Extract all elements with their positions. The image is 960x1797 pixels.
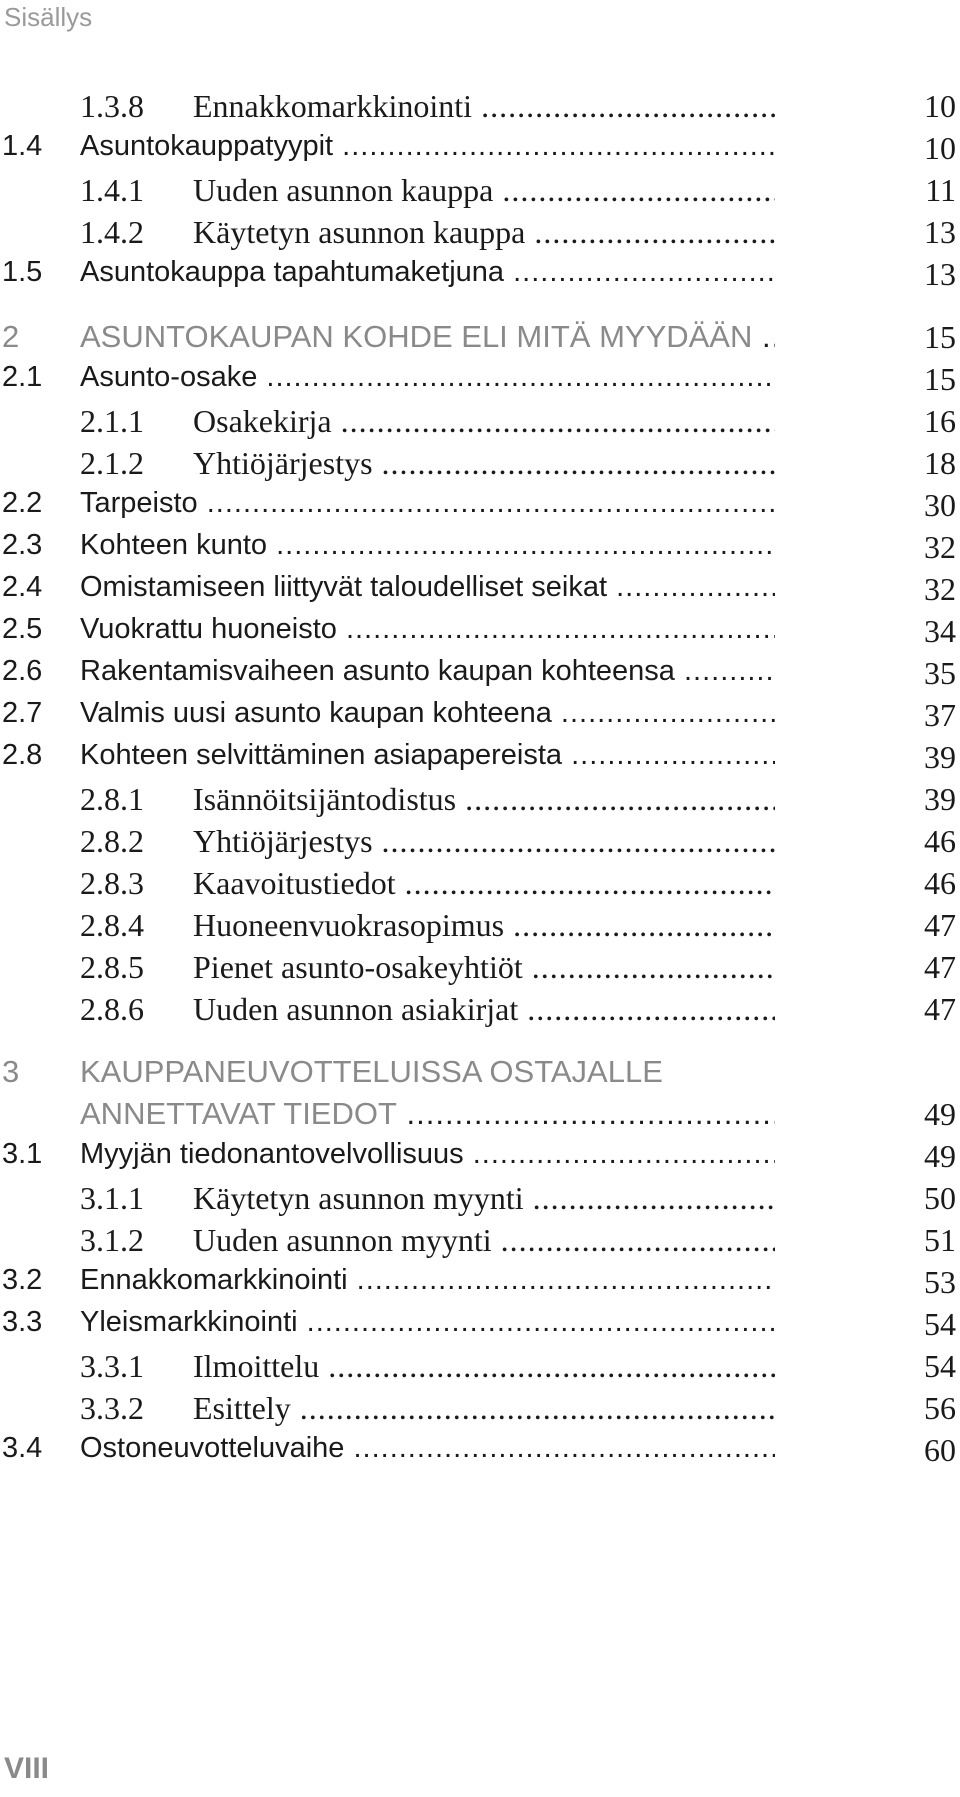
entry-page: 32	[924, 571, 956, 607]
entry-page: 32	[924, 529, 956, 565]
entry-title: Käytetyn asunnon myynti .....	[193, 1180, 775, 1217]
toc-entry[interactable]	[0, 445, 960, 487]
chapter-number: 3	[2, 1054, 20, 1089]
toc-entry[interactable]	[0, 571, 960, 613]
entry-page: 53	[924, 1264, 956, 1300]
toc-entry[interactable]	[0, 655, 960, 697]
entry-title: Valmis uusi asunto kaupan kohteena .....	[80, 697, 775, 730]
entry-page: 15	[924, 319, 956, 355]
chapter-title: ASUNTOKAUPAN KOHDE ELI MITÄ MYYDÄÄN .....	[80, 319, 775, 355]
entry-title: Uuden asunnon asiakirjat .....	[193, 991, 775, 1028]
toc-chapter[interactable]	[0, 1054, 960, 1138]
entry-number: 2.2	[2, 487, 43, 519]
toc-entry[interactable]	[0, 613, 960, 655]
entry-title: Huoneenvuokrasopimus .....	[193, 907, 775, 944]
entry-page: 39	[924, 739, 956, 775]
entry-number: 1.4.1	[80, 172, 144, 208]
entry-title: Pienet asunto-osakeyhtiöt .....	[193, 949, 775, 986]
entry-page: 54	[924, 1348, 956, 1384]
toc-entry[interactable]	[0, 88, 960, 130]
entry-number: 1.3.8	[80, 88, 144, 124]
entry-number: 3.4	[2, 1432, 43, 1464]
entry-title: Ennakkomarkkinointi .....	[80, 1264, 775, 1297]
entry-number: 1.4	[2, 130, 43, 162]
table-of-contents	[0, 88, 960, 1474]
entry-page: 11	[925, 172, 956, 208]
entry-number: 2.4	[2, 571, 43, 603]
toc-entry[interactable]	[0, 949, 960, 991]
entry-title: Ennakkomarkkinointi .....	[193, 88, 775, 125]
entry-number: 2.8.4	[80, 907, 144, 943]
toc-chapter[interactable]	[0, 319, 960, 361]
entry-number: 2.1	[2, 361, 43, 393]
toc-entry[interactable]	[0, 403, 960, 445]
entry-number: 2.5	[2, 613, 43, 645]
entry-number: 3.1	[2, 1138, 43, 1170]
entry-title: Yhtiöjärjestys .....	[193, 823, 775, 860]
entry-page: 10	[924, 88, 956, 124]
entry-number: 2.8.5	[80, 949, 144, 985]
toc-entry[interactable]	[0, 256, 960, 298]
entry-number: 3.3	[2, 1306, 43, 1338]
entry-title: Osakekirja .....	[193, 403, 775, 440]
entry-number: 2.3	[2, 529, 43, 561]
entry-page: 15	[924, 361, 956, 397]
entry-number: 3.3.1	[80, 1348, 144, 1384]
entry-page: 46	[924, 823, 956, 859]
entry-number: 2.8.1	[80, 781, 144, 817]
toc-entry[interactable]	[0, 1264, 960, 1306]
entry-title: Asunto-osake .....	[80, 361, 775, 394]
entry-title: Yleismarkkinointi .....	[80, 1306, 775, 1339]
entry-page: 39	[924, 781, 956, 817]
entry-title: Rakentamisvaiheen asunto kaupan kohteensa .....	[80, 655, 775, 688]
toc-entry[interactable]	[0, 1138, 960, 1180]
toc-entry[interactable]	[0, 1306, 960, 1348]
entry-page: 13	[924, 214, 956, 250]
toc-entry[interactable]	[0, 697, 960, 739]
entry-page: 47	[924, 949, 956, 985]
entry-page: 13	[924, 256, 956, 292]
entry-number: 3.3.2	[80, 1390, 144, 1426]
toc-entry[interactable]	[0, 361, 960, 403]
entry-number: 3.2	[2, 1264, 43, 1296]
toc-entry[interactable]	[0, 214, 960, 256]
toc-entry[interactable]	[0, 1222, 960, 1264]
spacer	[0, 1033, 960, 1054]
entry-page: 49	[924, 1138, 956, 1174]
entry-page: 51	[924, 1222, 956, 1258]
entry-number: 2.1.1	[80, 403, 144, 439]
entry-title: Ostoneuvotteluvaihe .....	[80, 1432, 775, 1465]
toc-entry[interactable]	[0, 1180, 960, 1222]
entry-title: Yhtiöjärjestys .....	[193, 445, 775, 482]
chapter-title-line2: ANNETTAVAT TIEDOT .....	[80, 1096, 775, 1132]
entry-title: Asuntokauppatyypit .....	[80, 130, 775, 163]
entry-number: 3.1.2	[80, 1222, 144, 1258]
entry-number: 2.8.2	[80, 823, 144, 859]
entry-page: 47	[924, 907, 956, 943]
entry-title: Tarpeisto .....	[80, 487, 775, 520]
chapter-number: 2	[2, 319, 20, 354]
entry-page: 37	[924, 697, 956, 733]
toc-entry[interactable]	[0, 781, 960, 823]
entry-number: 1.4.2	[80, 214, 144, 250]
entry-number: 2.8	[2, 739, 43, 771]
spacer	[0, 298, 960, 319]
entry-title: Käytetyn asunnon kauppa .....	[193, 214, 775, 251]
entry-page: 56	[924, 1390, 956, 1426]
entry-title: Kohteen kunto .....	[80, 529, 775, 562]
entry-title: Esittely .....	[193, 1390, 775, 1427]
entry-page: 50	[924, 1180, 956, 1216]
toc-entry[interactable]	[0, 529, 960, 571]
entry-page: 54	[924, 1306, 956, 1342]
entry-title: Uuden asunnon myynti .....	[193, 1222, 775, 1259]
toc-entry[interactable]	[0, 1390, 960, 1432]
toc-entry[interactable]	[0, 739, 960, 781]
entry-number: 3.1.1	[80, 1180, 144, 1216]
toc-entry[interactable]	[0, 865, 960, 907]
entry-title: Asuntokauppa tapahtumaketjuna .....	[80, 256, 775, 289]
entry-page: 18	[924, 445, 956, 481]
entry-title: Vuokrattu huoneisto .....	[80, 613, 775, 646]
entry-page: 30	[924, 487, 956, 523]
entry-title: Kaavoitustiedot .....	[193, 865, 775, 902]
entry-number: 2.8.3	[80, 865, 144, 901]
page-number: VIII	[4, 1752, 50, 1785]
entry-page: 60	[924, 1432, 956, 1468]
entry-page: 47	[924, 991, 956, 1027]
toc-entry[interactable]	[0, 172, 960, 214]
entry-title: Isännöitsijäntodistus .....	[193, 781, 775, 818]
toc-entry[interactable]	[0, 130, 960, 172]
entry-page: 35	[924, 655, 956, 691]
entry-title: Uuden asunnon kauppa .....	[193, 172, 775, 209]
entry-title: Myyjän tiedonantovelvollisuus .....	[80, 1138, 775, 1171]
entry-number: 1.5	[2, 256, 43, 288]
toc-entry[interactable]	[0, 823, 960, 865]
toc-entry[interactable]	[0, 487, 960, 529]
running-header: Sisällys	[4, 2, 93, 32]
chapter-title-line1: KAUPPANEUVOTTELUISSA OSTAJALLE	[80, 1054, 663, 1089]
entry-page: 16	[924, 403, 956, 439]
toc-entry[interactable]	[0, 1432, 960, 1474]
entry-title: Omistamiseen liittyvät taloudelliset seikat .....	[80, 571, 775, 604]
entry-page: 10	[924, 130, 956, 166]
entry-page: 46	[924, 865, 956, 901]
entry-page: 49	[924, 1096, 956, 1132]
entry-number: 2.6	[2, 655, 43, 687]
entry-number: 2.8.6	[80, 991, 144, 1027]
toc-entry[interactable]	[0, 907, 960, 949]
entry-title: Kohteen selvittäminen asiapapereista .....	[80, 739, 775, 772]
toc-entry[interactable]	[0, 991, 960, 1033]
toc-entry[interactable]	[0, 1348, 960, 1390]
entry-page: 34	[924, 613, 956, 649]
entry-title: Ilmoittelu .....	[193, 1348, 775, 1385]
entry-number: 2.1.2	[80, 445, 144, 481]
entry-number: 2.7	[2, 697, 43, 729]
